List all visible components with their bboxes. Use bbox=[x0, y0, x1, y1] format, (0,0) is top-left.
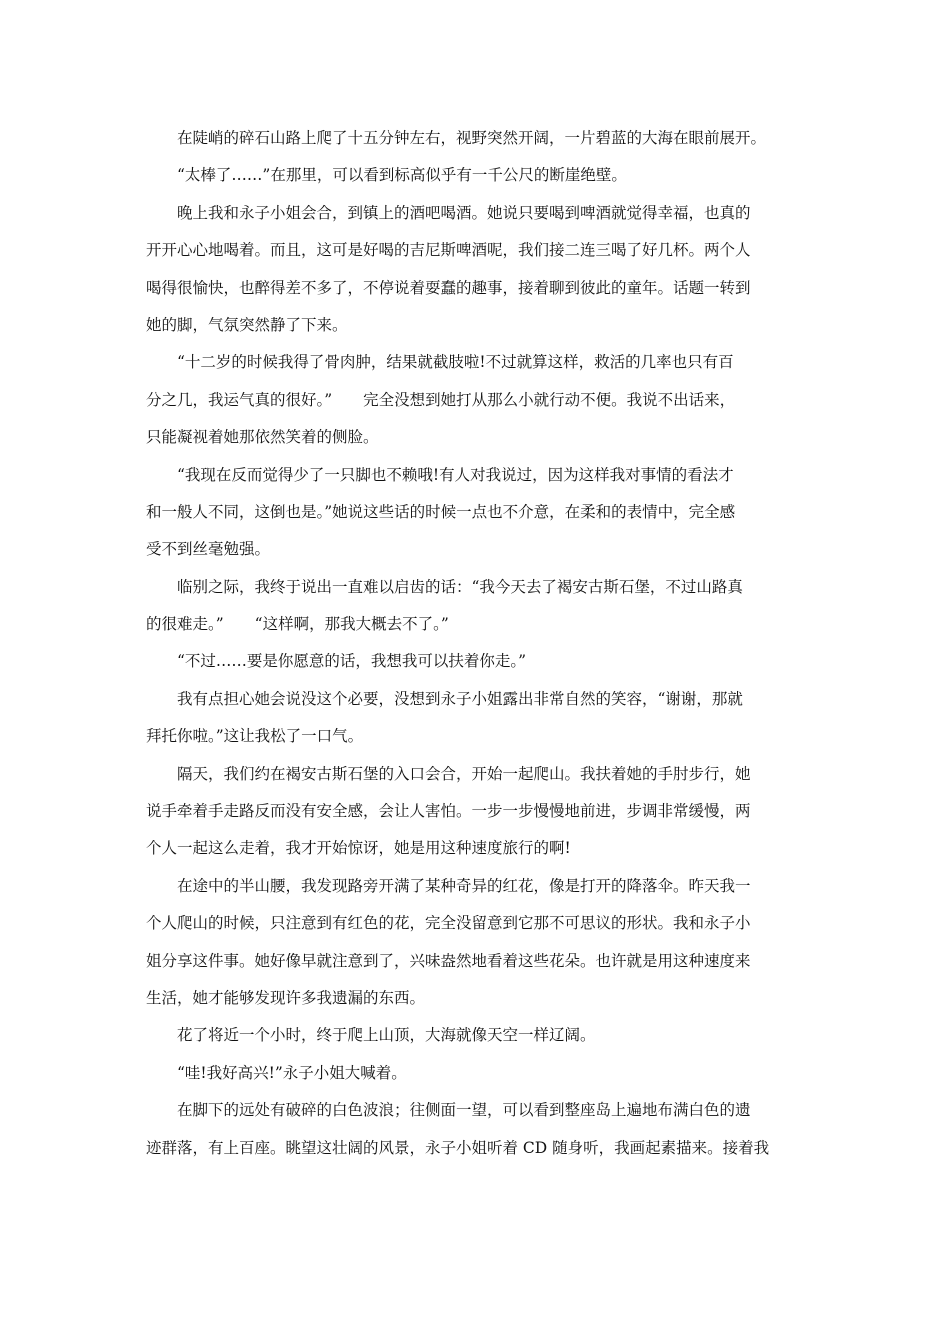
text-line: “太棒了……”在那里，可以看到标高似乎有一千公尺的断崖绝壁。 bbox=[177, 166, 627, 185]
text-line: 的很难走。” “这样啊，那我大概去不了。” bbox=[146, 615, 449, 634]
text-line: 个人爬山的时候，只注意到有红色的花，完全没留意到它那不可思议的形状。我和永子小 bbox=[146, 914, 751, 933]
text-line: 分之几，我运气真的很好。” 完全没想到她打从那么小就行动不便。我说不出话来， bbox=[146, 390, 736, 409]
text-line: 在陡峭的碎石山路上爬了十五分钟左右，视野突然开阔，一片碧蓝的大海在眼前展开。 bbox=[177, 129, 767, 147]
text-line: “十二岁的时候我得了骨肉肿，结果就截肢啦!不过就算这样，救活的几率也只有百 bbox=[177, 353, 734, 372]
text-line: 受不到丝毫勉强。 bbox=[146, 540, 271, 559]
text-line: 喝得很愉快，也醉得差不多了，不停说着耍蠢的趣事，接着聊到彼此的童年。话题一转到 bbox=[146, 278, 751, 297]
text-line: “不过……要是你愿意的话，我想我可以扶着你走。” bbox=[177, 652, 527, 671]
text-line: 隔天，我们约在褐安古斯石堡的入口会合，开始一起爬山。我扶着她的手肘步行，她 bbox=[177, 764, 751, 783]
text-line: 说手牵着手走路反而没有安全感，会让人害怕。一步一步慢慢地前进，步调非常缓慢，两 bbox=[146, 802, 751, 821]
text-line: 生活，她才能够发现许多我遗漏的东西。 bbox=[146, 988, 426, 1007]
text-line: 拜托你啦。”这让我松了一口气。 bbox=[146, 727, 364, 746]
text-line: 迹群落，有上百座。眺望这壮阔的风景，永子小姐听着 CD 随身听，我画起素描来。接着我 bbox=[146, 1138, 770, 1157]
text-line: 她的脚，气氛突然静了下来。 bbox=[146, 315, 348, 334]
text-line: “哇!我好高兴!”永子小姐大喊着。 bbox=[177, 1063, 407, 1082]
text-line: 姐分享这件事。她好像早就注意到了，兴味盎然地看着这些花朵。也许就是用这种速度来 bbox=[146, 951, 751, 970]
text-line: 晚上我和永子小姐会合，到镇上的酒吧喝酒。她说只要喝到啤酒就觉得幸福，也真的 bbox=[177, 203, 751, 222]
text-line: 开开心心地喝着。而且，这可是好喝的吉尼斯啤酒呢，我们接二连三喝了好几杯。两个人 bbox=[146, 241, 751, 260]
text-line: 个人一起这么走着，我才开始惊讶，她是用这种速度旅行的啊! bbox=[146, 839, 571, 858]
text-line: 在脚下的远处有破碎的白色波浪；往侧面一望，可以看到整座岛上遍地布满白色的遗 bbox=[177, 1101, 751, 1120]
body-text bbox=[146, 120, 814, 1167]
text-line: 和一般人不同，这倒也是。”她说这些话的时候一点也不介意，在柔和的表情中，完全感 bbox=[146, 502, 736, 521]
text-line: 在途中的半山腰，我发现路旁开满了某种奇异的红花，像是打开的降落伞。昨天我一 bbox=[177, 876, 751, 895]
text-line: 只能凝视着她那依然笑着的侧脸。 bbox=[146, 428, 379, 447]
text-line: 我有点担心她会说没这个必要，没想到永子小姐露出非常自然的笑容，“谢谢，那就 bbox=[177, 689, 743, 708]
text-line: 花了将近一个小时，终于爬上山顶，大海就像天空一样辽阔。 bbox=[177, 1026, 596, 1045]
text-line: “我现在反而觉得少了一只脚也不赖哦!有人对我说过，因为这样我对事情的看法才 bbox=[177, 465, 734, 484]
text-line: 临别之际，我终于说出一直难以启齿的话：“我今天去了褐安古斯石堡，不过山路真 bbox=[177, 577, 743, 596]
